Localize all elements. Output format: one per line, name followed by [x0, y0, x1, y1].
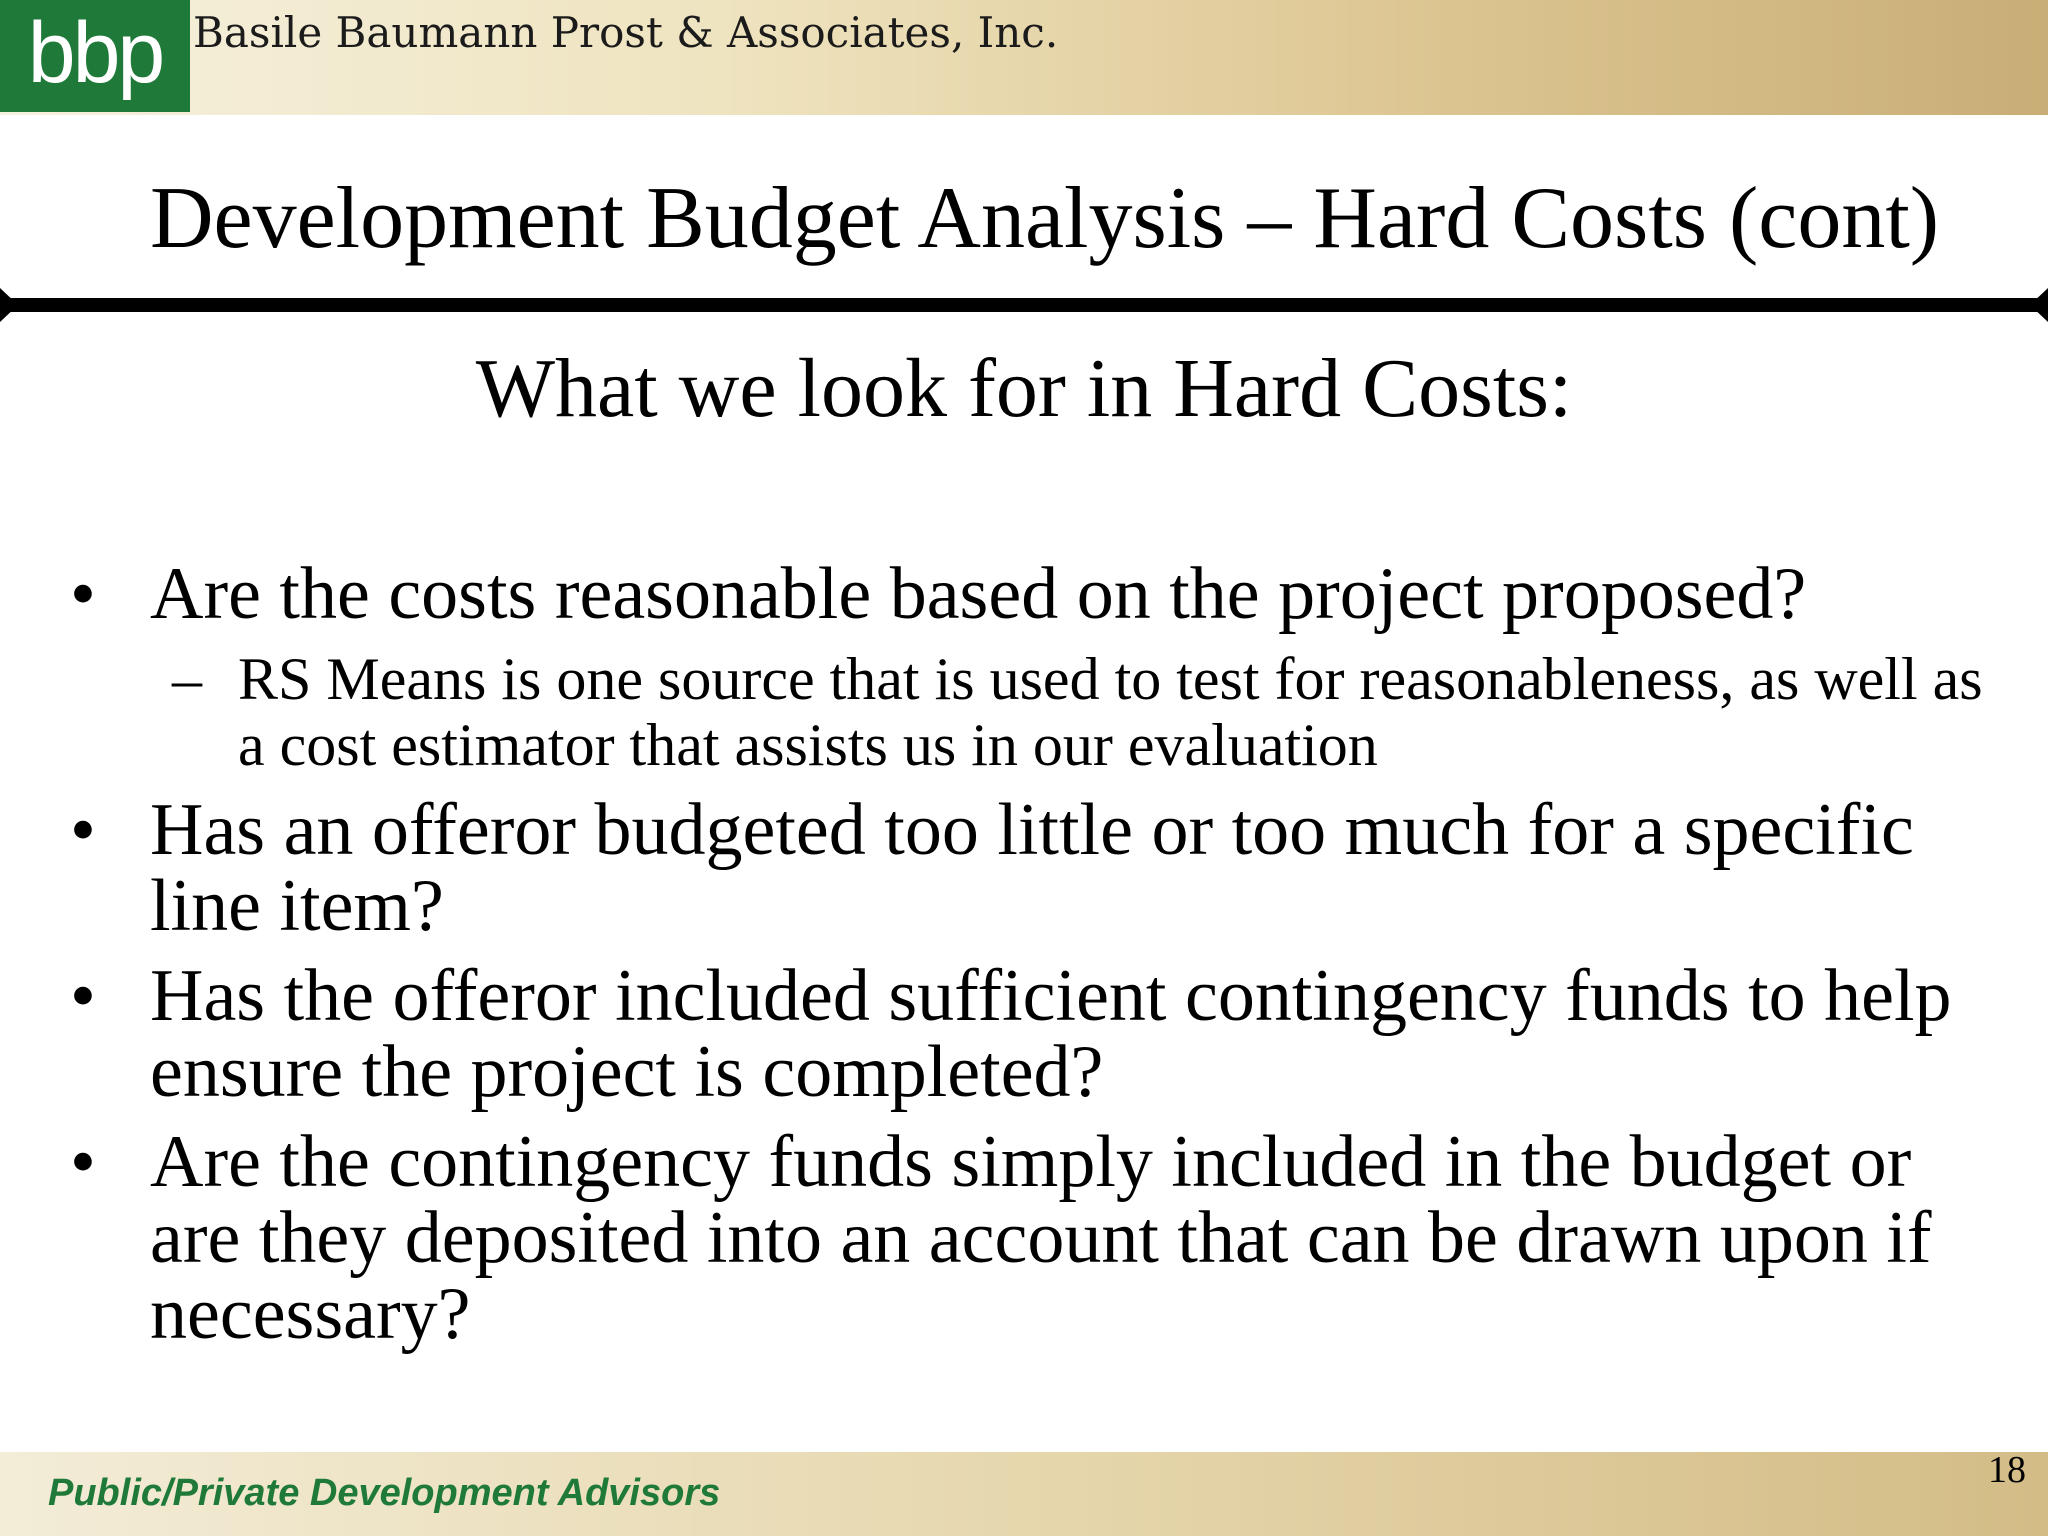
- bullet-item: [60, 553, 2000, 635]
- bullet-item: [60, 1121, 2000, 1355]
- bullet-text: Has the offeror included sufficient contingency funds to help ensure the project is completed?: [150, 955, 1952, 1113]
- bullet-text: Are the costs reasonable based on the project proposed?: [150, 553, 1807, 635]
- company-logo: [0, 0, 190, 112]
- bullet-marker: •: [70, 789, 96, 871]
- sub-bullet-marker: –: [172, 646, 202, 712]
- bullet-list: [60, 553, 2000, 1366]
- bullet-marker: •: [70, 955, 96, 1037]
- slide-subtitle: What we look for in Hard Costs:: [475, 342, 1573, 435]
- bullet-marker: •: [70, 1121, 96, 1203]
- sub-bullet-text: RS Means is one source that is used to test for reasonableness, as well as a cost estimator that assists us in our evaluation: [238, 646, 1983, 778]
- company-name: Basile Baumann Prost & Associates, Inc.: [193, 8, 1059, 57]
- slide-title: Development Budget Analysis – Hard Costs (cont): [150, 170, 1940, 267]
- bullet-item: [60, 789, 2000, 947]
- bullet-item: [60, 955, 2000, 1113]
- bullet-marker: •: [70, 553, 96, 635]
- title-divider: [0, 298, 2048, 312]
- footer-tagline: Public/Private Development Advisors: [48, 1472, 721, 1514]
- logo-text: bbp: [27, 5, 163, 101]
- sub-bullet-item: [60, 646, 2000, 778]
- bullet-text: Are the contingency funds simply included in the budget or are they deposited into an account that can be drawn upon if necessary?: [150, 1121, 1932, 1355]
- bullet-text: Has an offeror budgeted too little or too much for a specific line item?: [150, 789, 1914, 947]
- page-number: 18: [1988, 1449, 2026, 1491]
